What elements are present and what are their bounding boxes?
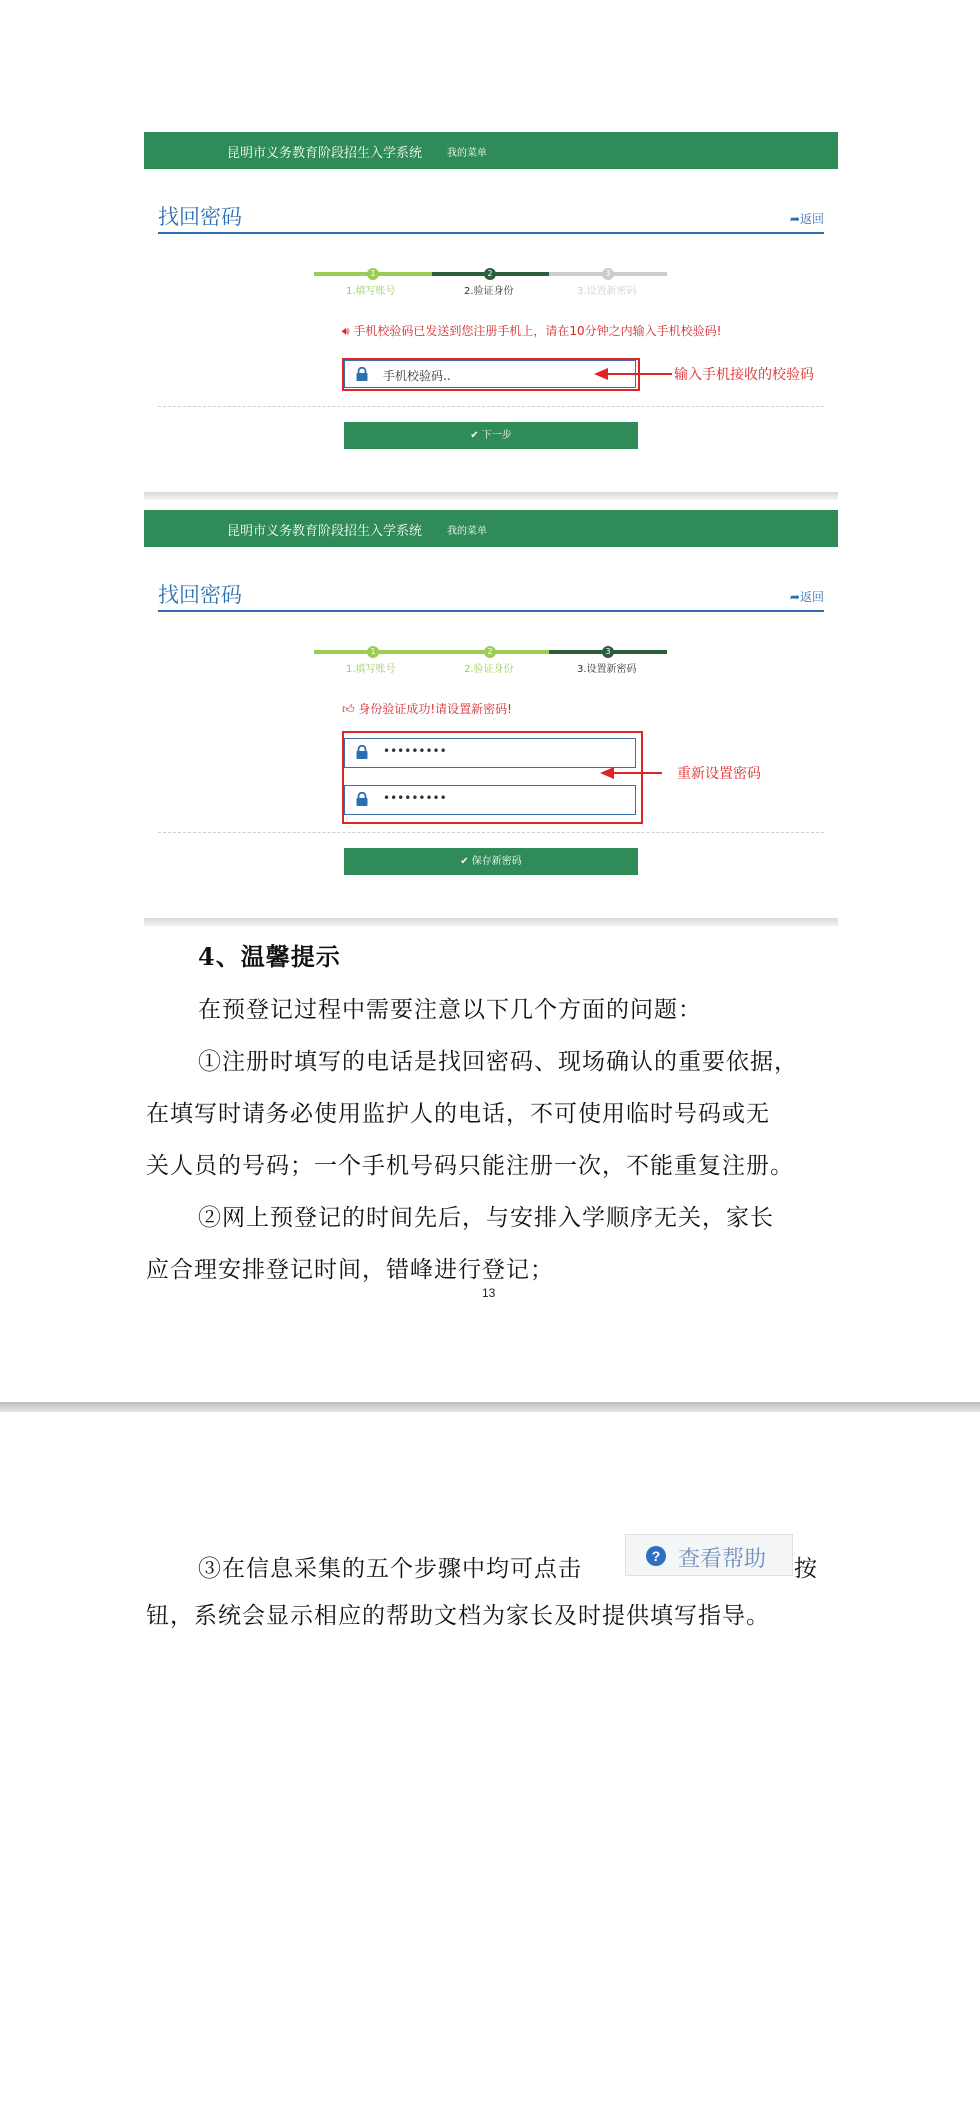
sms-code-placeholder: 手机校验码.. — [383, 369, 451, 383]
annotation-arrow-icon — [594, 366, 672, 382]
verify-success-notice — [342, 700, 512, 717]
top-navbar — [144, 132, 838, 169]
page-title: 找回密码 — [158, 205, 242, 229]
item1-line3: 关人员的号码；一个手机号码只能注册一次，不能重复注册。 — [146, 1153, 794, 1179]
password-highlight-box — [342, 731, 643, 824]
forgot-password-screenshot-step3 — [144, 510, 838, 920]
password-annotation: 重新设置密码 — [677, 766, 761, 782]
item1-line1: ①注册时填写的电话是找回密码、现场确认的重要依据， — [198, 1049, 798, 1075]
sms-notice-text: 手机校验码已发送到您注册手机上，请在10分钟之内输入手机校验码! — [353, 324, 722, 338]
back-link[interactable] — [790, 210, 824, 227]
title-divider — [158, 610, 824, 612]
step-2-label: 2.验证身份 — [464, 664, 514, 675]
help-button-label: 查看帮助 — [678, 1547, 767, 1572]
new-password-value: ••••••••• — [383, 744, 447, 758]
page-title: 找回密码 — [158, 583, 242, 607]
page-break — [0, 1402, 980, 1412]
step-3-dot: 3 — [602, 268, 614, 280]
step-1-label: 1.填写账号 — [346, 286, 396, 297]
item3-line1-prefix: ③在信息采集的五个步骤中均可点击 — [198, 1556, 582, 1582]
screenshot-bottom-shadow — [144, 918, 838, 926]
step-3-label: 3.设置新密码 — [577, 286, 637, 297]
save-password-label: 保存新密码 — [471, 856, 522, 867]
dotted-divider — [158, 406, 824, 407]
step-3-label: 3.设置新密码 — [577, 664, 637, 675]
system-name: 昆明市义务教育阶段招生入学系统 — [227, 146, 423, 161]
share-arrow-icon: ➦ — [789, 590, 800, 604]
step-3-dot: 3 — [602, 646, 614, 658]
step-2-dot: 2 — [484, 268, 496, 280]
next-step-label: 下一步 — [481, 430, 512, 441]
my-menu-link[interactable]: 我的菜单 — [447, 526, 487, 537]
check-icon: ✔ — [470, 430, 482, 441]
thumbs-up-icon: 👍︎ — [342, 702, 359, 716]
item2-line1: ②网上预登记的时间先后，与安排入学顺序无关，家长 — [198, 1205, 774, 1231]
back-label: 返回 — [799, 212, 824, 226]
back-label: 返回 — [799, 590, 824, 604]
intro-paragraph: 在预登记过程中需要注意以下几个方面的问题： — [198, 997, 702, 1023]
title-divider — [158, 232, 824, 234]
check-icon: ✔ — [460, 856, 472, 867]
step-2-dot: 2 — [484, 646, 496, 658]
step-1-label: 1.填写账号 — [346, 664, 396, 675]
my-menu-link[interactable]: 我的菜单 — [447, 148, 487, 159]
share-arrow-icon: ➦ — [789, 212, 800, 226]
item2-line2: 应合理安排登记时间，错峰进行登记； — [146, 1257, 554, 1283]
sms-sent-notice — [342, 322, 721, 339]
speaker-icon: 🔊︎ — [342, 324, 354, 338]
item3-line2: 钮，系统会显示相应的帮助文档为家长及时提供填写指导。 — [146, 1603, 770, 1629]
system-name: 昆明市义务教育阶段招生入学系统 — [227, 524, 423, 539]
item3-line1-suffix: 按 — [794, 1556, 818, 1582]
step-1-dot: 1 — [367, 646, 379, 658]
back-link[interactable] — [790, 588, 824, 605]
page-number: 13 — [482, 1286, 496, 1300]
dotted-divider — [158, 832, 824, 833]
step-1-dot: 1 — [367, 268, 379, 280]
verify-success-text: 身份验证成功!请设置新密码! — [358, 702, 512, 716]
code-annotation: 输入手机接收的校验码 — [674, 367, 814, 383]
annotation-arrow-icon — [600, 765, 662, 781]
top-navbar — [144, 510, 838, 547]
screenshot-bottom-shadow — [144, 492, 838, 500]
help-button[interactable] — [625, 1534, 793, 1576]
next-step-button[interactable] — [344, 422, 638, 449]
step-2-label: 2.验证身份 — [464, 286, 514, 297]
confirm-password-value: ••••••••• — [383, 791, 447, 805]
item1-line2: 在填写时请务必使用监护人的电话，不可使用临时号码或无 — [146, 1101, 770, 1127]
section-heading: 4、温馨提示 — [198, 942, 341, 971]
forgot-password-screenshot-step2 — [144, 132, 838, 492]
question-circle-icon: ? — [646, 1546, 666, 1566]
save-password-button[interactable] — [344, 848, 638, 875]
